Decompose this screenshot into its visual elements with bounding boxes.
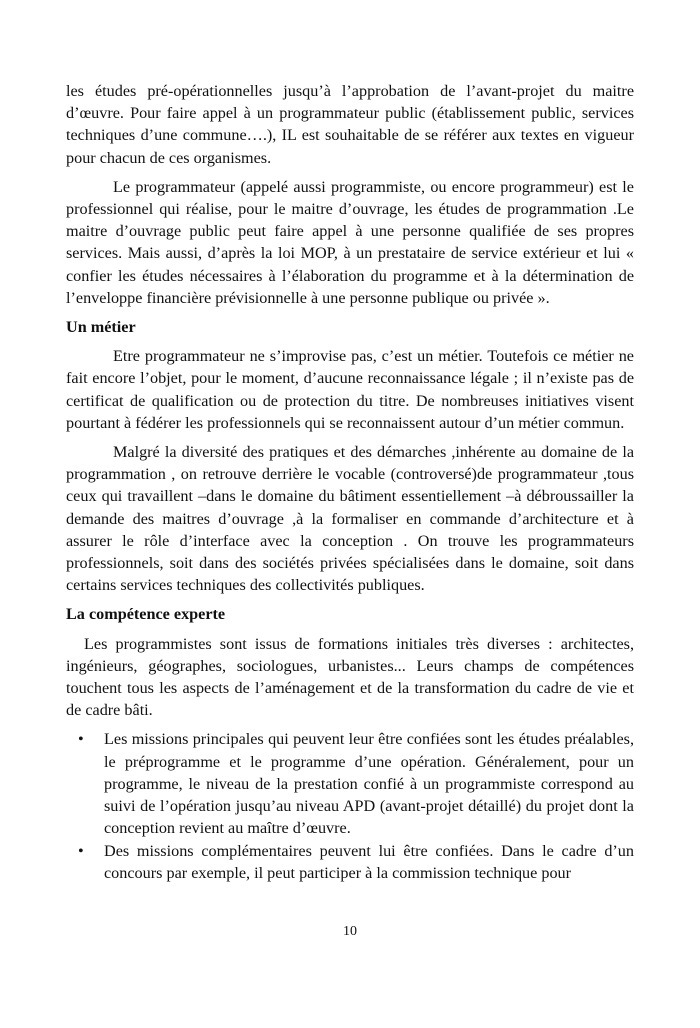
bullet-icon: • bbox=[78, 841, 84, 860]
paragraph-metier-2: Malgré la diversité des pratiques et des démarches ,inhérente au domaine de la programmation , on retrouve derrière le vocable (controversé)de programmateur ,tous ceux qui travaillent –dans le domaine du bâtiment essentiellement –à débroussailler la demande des maitres d’ouvrage ,à la formaliser en commande d’architecture et à assurer le rôle d’interface avec la conception . On trouve les programmateurs professionnels, soit dans des sociétés privées spécialisées dans le domaine, soit dans certains services techniques des collectivités publiques. bbox=[66, 443, 634, 595]
bullet-icon: • bbox=[78, 730, 84, 749]
missions-list bbox=[66, 728, 634, 883]
paragraph-intro-continuation: les études pré-opérationnelles jusqu’à l’approbation de l’avant-projet du maitre d’œuvre. Pour faire appel à un programmateur public (établissement public, services techniques d’une commune….), IL est souhaitable de se référer aux textes en vigueur pour chacun de ces organismes. bbox=[66, 82, 634, 167]
list-item bbox=[78, 840, 634, 884]
document-page bbox=[66, 80, 634, 884]
list-item bbox=[78, 728, 634, 839]
section-heading-competence: La compétence experte bbox=[66, 605, 226, 624]
list-item-text: Les missions principales qui peuvent leur être confiées sont les études préalables, le préprogramme et le programme d’une opération. Généralement, pour un programme, le niveau de la prestation confié à un programmiste correspond au suivi de l’opération jusqu’au niveau APD (avant-projet détaillé) du projet dont la conception revient au maître d’œuvre. bbox=[104, 730, 634, 838]
list-item-text: Des missions complémentaires peuvent lui être confiées. Dans le cadre d’un concours par exemple, il peut participer à la commission technique pour bbox=[104, 841, 634, 882]
paragraph-metier-1: Etre programmateur ne s’improvise pas, c’est un métier. Toutefois ce métier ne fait encore l’objet, pour le moment, d’aucune reconnaissance légale ; il n’existe pas de certificat de qualification ou de protection du titre. De nombreuses initiatives visent pourtant à fédérer les professionnels qui se reconnaissent autour d’un métier commun. bbox=[66, 347, 634, 432]
section-heading-metier: Un métier bbox=[66, 318, 136, 337]
page-number: 10 bbox=[343, 924, 357, 939]
paragraph-competence: Les programmistes sont issus de formations initiales très diverses : architectes, ingénieurs, géographes, sociologues, urbanistes... Leurs champs de compétences touchent tous les aspects de l’aménagement et de la transformation du cadre de vie et de cadre bâti. bbox=[66, 634, 634, 720]
paragraph-programmateur-definition: Le programmateur (appelé aussi programmiste, ou encore programmeur) est le professionnel qui réalise, pour le maitre d’ouvrage, les études de programmation .Le maitre d’ouvrage public peut faire appel à une personne qualifiée de ses propres services. Mais aussi, d’après la loi MOP, à un prestataire de service extérieur et lui « confier les études nécessaires à l’élaboration du programme et à la détermination de l’enveloppe financière prévisionnelle à une personne publique ou privée ». bbox=[66, 177, 634, 307]
